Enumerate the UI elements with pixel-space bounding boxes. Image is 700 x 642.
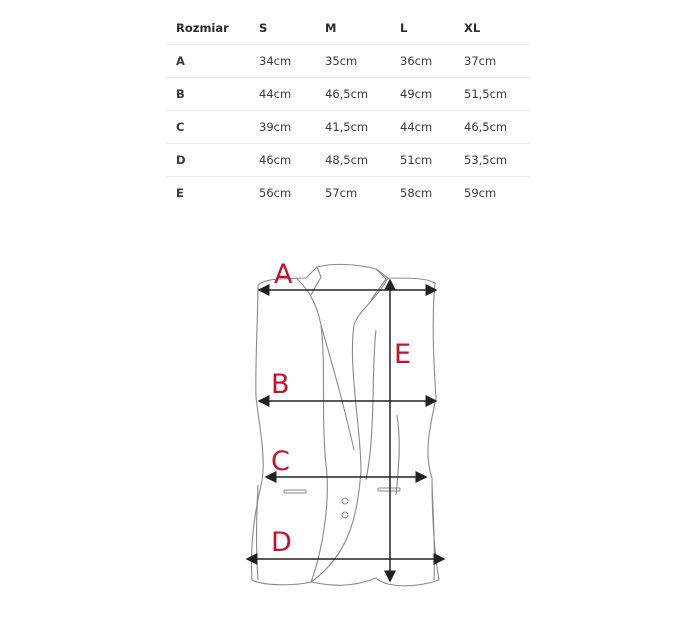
size-table — [166, 12, 530, 209]
table-row-c — [166, 111, 530, 144]
cell-l: 51cm — [400, 153, 433, 167]
row-label: D — [176, 153, 186, 167]
header-s: S — [259, 21, 268, 35]
table-row-d — [166, 144, 530, 177]
cell-s: 44cm — [259, 87, 292, 101]
row-label: E — [176, 186, 184, 200]
cell-s: 56cm — [259, 186, 292, 200]
size-table-header-row — [166, 12, 530, 45]
cell-s: 34cm — [259, 54, 292, 68]
cell-l: 44cm — [400, 120, 433, 134]
cell-xl: 46,5cm — [464, 120, 508, 134]
cell-xl: 37cm — [464, 54, 497, 68]
table-row-a — [166, 45, 530, 78]
cell-m: 57cm — [325, 186, 358, 200]
cell-m: 35cm — [325, 54, 358, 68]
label-a: A — [274, 259, 293, 290]
table-row-e — [166, 177, 530, 209]
cell-s: 39cm — [259, 120, 292, 134]
cell-xl: 59cm — [464, 186, 497, 200]
header-l: L — [400, 21, 408, 35]
cell-l: 36cm — [400, 54, 433, 68]
label-b: B — [271, 369, 290, 400]
header-size: Rozmiar — [176, 21, 229, 35]
row-label: B — [176, 87, 185, 101]
cell-m: 46,5cm — [325, 87, 369, 101]
cell-m: 48,5cm — [325, 153, 369, 167]
header-m: M — [325, 21, 337, 35]
label-d: D — [271, 527, 292, 558]
header-xl: XL — [464, 21, 481, 35]
vest-measurement-diagram — [236, 255, 456, 595]
cell-l: 49cm — [400, 87, 433, 101]
label-e: E — [394, 339, 412, 370]
table-row-b — [166, 78, 530, 111]
cell-m: 41,5cm — [325, 120, 369, 134]
cell-s: 46cm — [259, 153, 292, 167]
cell-xl: 53,5cm — [464, 153, 508, 167]
cell-xl: 51,5cm — [464, 87, 508, 101]
cell-l: 58cm — [400, 186, 433, 200]
row-label: A — [176, 54, 185, 68]
label-c: C — [271, 446, 290, 477]
row-label: C — [176, 120, 185, 134]
